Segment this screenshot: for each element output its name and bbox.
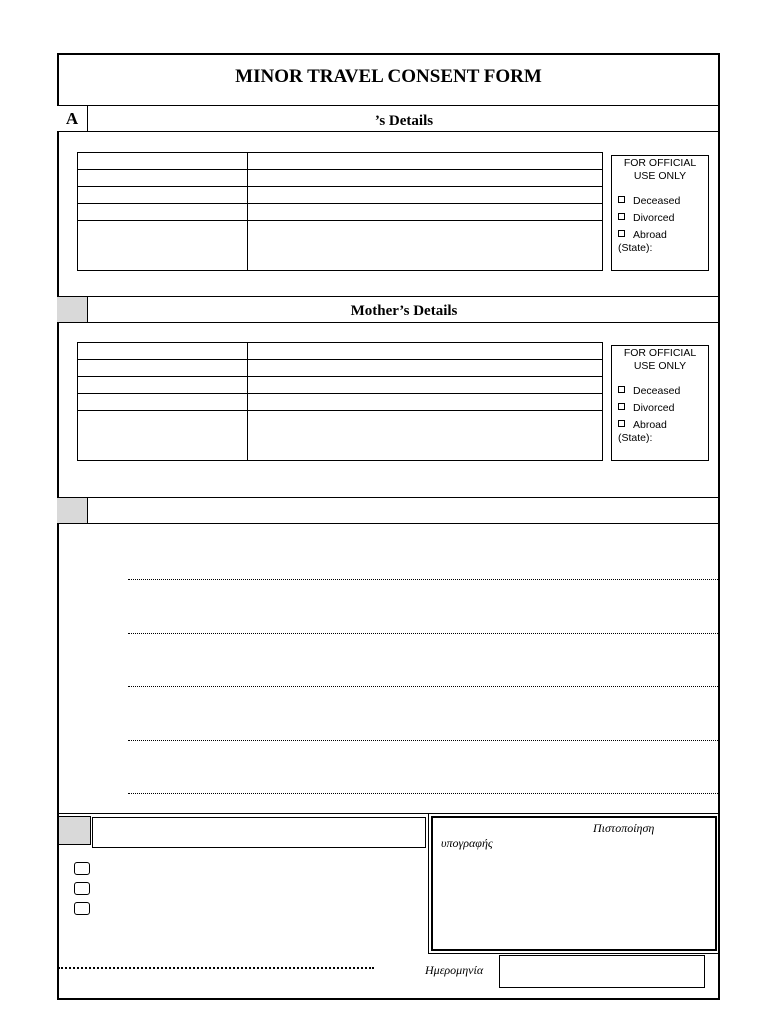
field-label-cell (78, 153, 248, 170)
deceased-option[interactable] (618, 195, 708, 208)
field-value-cell[interactable] (248, 187, 603, 204)
checkbox-square-icon[interactable] (618, 420, 625, 427)
section-d-letter (58, 816, 91, 845)
abroad-option[interactable] (618, 229, 708, 242)
field-label-cell (78, 394, 248, 411)
table-row (78, 411, 603, 461)
divorced-label: Divorced (633, 402, 675, 414)
divorced-option[interactable] (618, 402, 708, 415)
official-heading-line2: USE ONLY (633, 360, 687, 372)
checkbox-square-icon[interactable] (618, 386, 625, 393)
signature-dotted-line[interactable] (58, 967, 374, 969)
deceased-label: Deceased (633, 385, 681, 397)
table-row (78, 343, 603, 360)
form-title: MINOR TRAVEL CONSENT FORM (235, 66, 542, 87)
section-b-header (57, 296, 720, 323)
official-heading-line1: FOR OFFICIAL (623, 157, 697, 169)
abroad-label: Abroad (633, 229, 667, 241)
field-value-cell[interactable] (248, 153, 603, 170)
certification-title: Πιστοποίηση (593, 821, 655, 835)
dotted-entry-line[interactable] (128, 740, 718, 741)
certification-subtitle: υπογραφής (441, 836, 493, 850)
field-label-cell (78, 377, 248, 394)
deceased-option[interactable] (618, 385, 708, 398)
checkbox-square-icon[interactable] (618, 403, 625, 410)
deceased-label: Deceased (633, 195, 681, 207)
abroad-option[interactable] (618, 419, 708, 432)
field-value-cell[interactable] (248, 377, 603, 394)
field-label-cell (78, 221, 248, 271)
option-checkbox-3[interactable] (74, 902, 90, 915)
date-label: Ημερομηνία (425, 963, 484, 977)
section-a-letter: A (57, 106, 88, 131)
dotted-entry-line[interactable] (128, 579, 718, 580)
section-a-header (57, 105, 720, 132)
table-row (78, 170, 603, 187)
divorced-label: Divorced (633, 212, 675, 224)
section-b-details-table (77, 342, 603, 461)
section-d-name-field[interactable] (92, 817, 426, 848)
field-value-cell[interactable] (248, 394, 603, 411)
section-a-details-table (77, 152, 603, 271)
table-row (78, 204, 603, 221)
field-value-cell[interactable] (248, 204, 603, 221)
option-checkbox-1[interactable] (74, 862, 90, 875)
section-b-title: Mother’s Details (350, 303, 458, 319)
date-field[interactable] (499, 955, 705, 988)
table-row (78, 360, 603, 377)
dotted-entry-line[interactable] (128, 793, 718, 794)
official-use-box-a (611, 155, 709, 271)
field-value-cell[interactable] (248, 343, 603, 360)
official-heading (612, 157, 708, 183)
section-c-header (57, 497, 720, 524)
checkbox-square-icon[interactable] (618, 213, 625, 220)
checkbox-square-icon[interactable] (618, 230, 625, 237)
field-label-cell (78, 360, 248, 377)
field-value-cell[interactable] (248, 170, 603, 187)
field-label-cell (78, 187, 248, 204)
section-d-divider (57, 813, 429, 814)
table-row (78, 377, 603, 394)
state-label: (State): (618, 242, 653, 254)
option-checkbox-2[interactable] (74, 882, 90, 895)
table-row (78, 153, 603, 170)
official-heading-line2: USE ONLY (633, 170, 687, 182)
table-row (78, 221, 603, 271)
field-label-cell (78, 411, 248, 461)
field-value-cell[interactable] (248, 221, 603, 271)
official-heading (612, 347, 708, 373)
field-value-cell[interactable] (248, 360, 603, 377)
field-label-cell (78, 343, 248, 360)
official-heading-line1: FOR OFFICIAL (623, 347, 697, 359)
official-use-box-b (611, 345, 709, 461)
dotted-entry-line[interactable] (128, 633, 718, 634)
section-c-letter (57, 498, 88, 523)
field-label-cell (78, 204, 248, 221)
table-row (78, 187, 603, 204)
divorced-option[interactable] (618, 212, 708, 225)
state-label: (State): (618, 432, 653, 444)
field-label-cell (78, 170, 248, 187)
abroad-label: Abroad (633, 419, 667, 431)
table-row (78, 394, 603, 411)
section-b-letter (57, 297, 88, 322)
dotted-entry-line[interactable] (128, 686, 718, 687)
field-value-cell[interactable] (248, 411, 603, 461)
checkbox-square-icon[interactable] (618, 196, 625, 203)
section-a-title: ’s Details (374, 113, 434, 129)
